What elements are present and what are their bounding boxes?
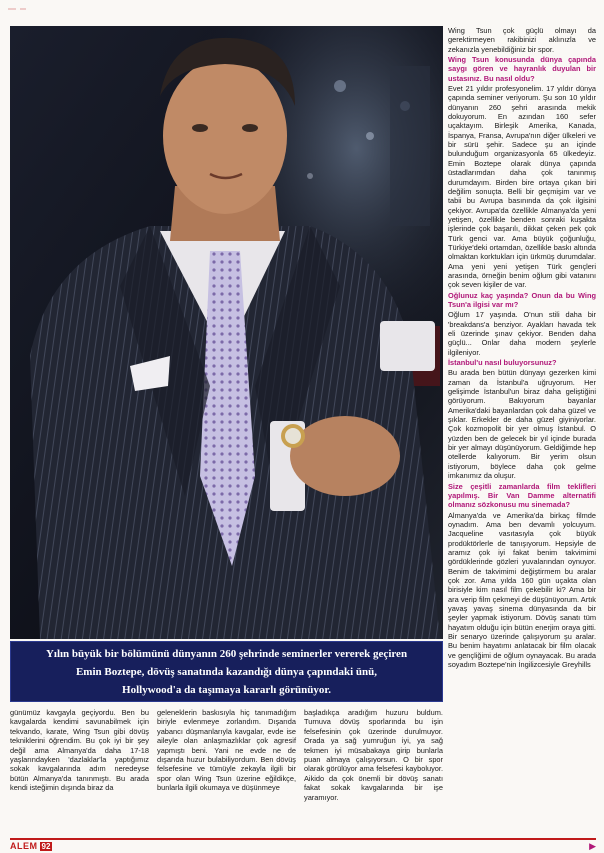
portrait-photo-icon xyxy=(10,26,443,639)
next-arrow-icon: ▶ xyxy=(589,841,596,851)
text-column: başladıkça aradığım huzuru buldum. Turnuva dövüş sporlarında bu işin felsefesinin çok üzerinde durulmuyor. Orada ya sağ yumruğun iyi, ya sağ tekmen iyi müsabakaya girip bunlarla puan almaya çalışıyorsun. O bir spor olarak görülüyor ama felsefesi kayboluyor. Aikido da çok önemli bir dövüş sanatı fakat sokak kavgalarında bir işe yaramıyor. xyxy=(304,708,443,802)
logo-text: ALEM xyxy=(10,841,38,851)
caption-line: Yılın büyük bir bölümünü dünyanın 260 şehrinde seminerler vererek geçiren xyxy=(45,648,408,660)
paragraph: Almanya'da ve Amerika'da birkaç filmde oynadım. Ama ben devamlı yolcuyum. Jacqueline vasıtasıyla çok büyük prodüktörlerle de tanışıyorum. Hepsiyle de aramız çok iyi fakat benim takvimimi gördüklerinde gözleri yuvalarından oynuyor. Benim de takvimimi değiştirmem bu aralar çok zor. Ama yılda 160 gün uçakta olan birisiyle kim nasıl film çekebilir ki? Ama bir ara verip film çekmeyi de düşünüyorum. Artık yavaş yavaş sinema dünyasında da bir şeyler yapmak istiyorum. Dövüş sanatı tüm hayatım olduğu için bütün enerjim oraya gitti. Bir senaryo üzerinde çalışıyorum şu aralar. Bu benim hayatımı anlatacak bir film olacak ve gençliğimi de oğlum oynayacak. Bu arada soyadım Boztepe'nin İngilizcesiyle Greyhills xyxy=(448,510,596,670)
portrait-photo xyxy=(10,26,443,639)
paragraph: Oğlum 17 yaşında. O'nun stili daha bir 'breakdans'a benziyor. Ayakları havada tek eli üzerinde şınav çekiyor. Benden daha güçlü... Onlar daha modern şeylerle ilgileniyor. xyxy=(448,310,596,357)
magazine-logo xyxy=(10,841,52,851)
text-column: geleneklerin baskısıyla hiç tanımadığım biriyle evlenmeye zorlandım. Dışarıda yabancı düşmanlarıyla kavgalar, evde ise aileyle olan anlaşmazlıklar çok agresif yapmıştı beni. Yani ne evde ne de dışarıda huzur bulabiliyordum. Ben dövüş felsefesine ve tümüyle zekayla ilgili bir spor olan Wing Tsun üzerine eğildikçe, bunlarla ilgili okumaya ve düşünmeye xyxy=(157,708,296,793)
page-footer xyxy=(10,838,596,852)
text-column: günümüz kavgayla geçiyordu. Ben bu kavgalarda kendimi savunabilmek için tekvando, karate, Wing Tsun gibi dövüş tekniklerini öğrendim. Bu çok iyi bir şey değil ama Almanya'da daha 17-18 yaşlarındayken 'dazlaklar'la yaptığımız sokak kavgalarında adım neredeyse bütün Almanya'da tanınmıştı. Bu arada kendi isteğimin dışında biraz da xyxy=(10,708,149,793)
paragraph: Wing Tsun çok güçlü olmayı da gerektirmeyen rakibinizi aklınızla ve zekanızla yenebildiğiniz bir spor. xyxy=(448,26,596,54)
corner-mark-icon xyxy=(8,6,38,12)
photo-caption xyxy=(10,641,443,702)
caption-line: Hollywood'a da taşımaya kararlı görünüyor. xyxy=(122,684,331,696)
interview-question: Oğlunuz kaç yaşında? Onun da bu Wing Tsun'a ilgisi var mı? xyxy=(448,290,596,309)
page-number: 92 xyxy=(41,841,51,851)
paragraph: Evet 21 yıldır profesyonelim. 17 yıldır dünya çapında seminer veriyorum. Şu son 10 yıldır dünyanın 260 şehri arasında mekik dokuyorum. En azından 160 sefer uçaktayım. Birleşik Amerika, Kanada, İspanya, Fransa, Avrupa'nın diğer ülkeleri ve bir sürü şehir. Sadece şu an içinde bulunduğum organizasyonla 65 ülkedeyiz. Emin Boztepe olarak dünya çapında üstadlarımdan daha çok tanınmış durumdayım. Birden bire ortaya çıkan biri değilim sonuçta. Belli bir geçmişim var ve tabii bu Avrupa basınında da çok ilgisini çekiyor. Avrupa'da özellikle Almanya'da yeni yetişen, özellikle benden sonraki kuşakta işlerinde çok başarılı, dikkat çeken pek çok Türk genci var. Ama büyük çoğunluğu, Türkiye'deki ortamdan, özellikle baskı altında olmaktan korktukları için ürkmüş durumdalar. Ama yeni yeni yetişen Türk gençleri arasında, örneğin benim oğlum gibi vatanını çok seven kişiler de var. xyxy=(448,84,596,290)
interview-question: Size çeşitli zamanlarda film teklifleri yapılmış. Bir Van Damme alternatifi olmanız sözkonusu mu sinemada? xyxy=(448,481,596,510)
interview-question: İstanbul'u nasıl buluyorsunuz? xyxy=(448,358,557,368)
paragraph: Bu arada ben bütün dünyayı gezerken kimi zaman da İstanbul'a uğruyorum. Her gelişimde İstanbul'un biraz daha geliştiğini görüyorum. Bakıyorum bayanlar Amerika'daki bayanlardan çok daha güzel ve şıklar. Erkekler de daha güzel giyiniyorlar. Çok kozmopolit bir yer olmuş İstanbul. O yüzden ben de gelecek bir yıl içinde burada bir yer almayı düşünüyorum. Geldiğimde hep otellerde kalıyorum. Bir yerim olsun istiyorum, böylece daha çok gelme imkanımız da oluşur. xyxy=(448,368,596,481)
caption-line: Emin Boztepe, dövüş sanatında kazandığı dünya çapındaki ünü, xyxy=(75,666,378,678)
interview-question: Wing Tsun konusunda dünya çapında saygı gören ve hayranlık duyulan bir ustasınız. Bu nasıl oldu? xyxy=(448,55,596,83)
bottom-text-columns xyxy=(10,708,443,840)
right-text-column xyxy=(448,26,596,836)
